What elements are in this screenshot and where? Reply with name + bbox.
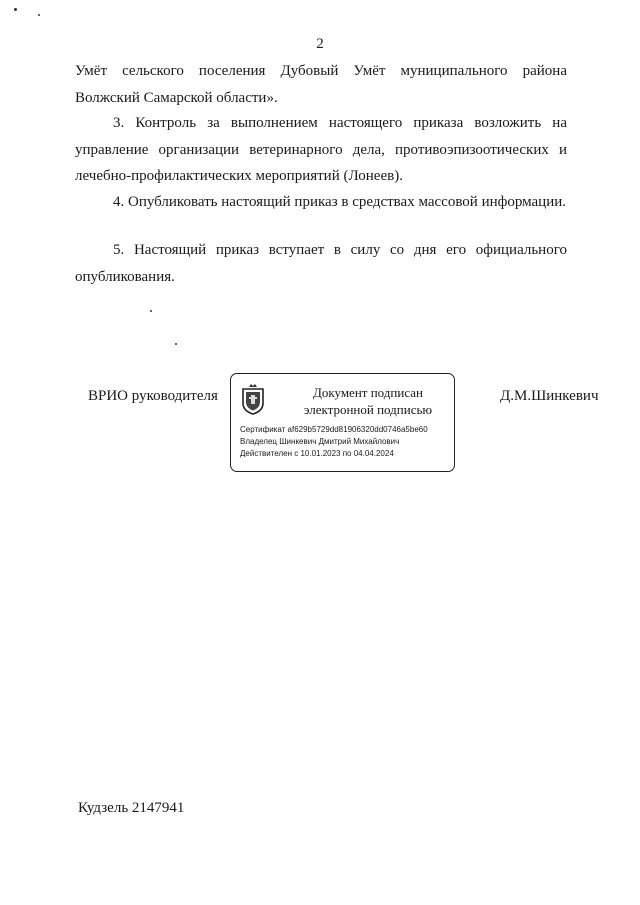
page-number: 2 [316, 36, 324, 52]
scan-speck [14, 8, 17, 11]
executor-code: Кудзель 2147941 [78, 800, 185, 816]
scan-speck [150, 310, 152, 312]
coat-of-arms-icon [240, 383, 266, 415]
paragraph-4-publish: 4. Опубликовать настоящий приказ в средствах массовой информации. [113, 194, 567, 210]
paragraph-continuation: Умёт сельского поселения Дубовый Умёт муниципального района Волжский Самарской области». [75, 63, 567, 106]
stamp-heading-line2: электронной подписью [303, 402, 433, 417]
stamp-validity: Действителен с 10.01.2023 по 04.04.2024 [240, 449, 394, 458]
stamp-heading-line1: Документ подписан [313, 385, 423, 400]
scan-speck [38, 14, 40, 16]
stamp-heading [283, 384, 453, 418]
scan-speck [175, 343, 177, 345]
electronic-signature-stamp [230, 373, 455, 472]
stamp-certificate: Сертификат af629b5729dd81906320dd0746a5be60 [240, 425, 428, 434]
signer-position: ВРИО руководителя [88, 388, 218, 404]
paragraph-5-effective: 5. Настоящий приказ вступает в силу со дня его официального опубликования. [75, 242, 567, 285]
signer-name: Д.М.Шинкевич [500, 388, 599, 404]
stamp-owner: Владелец Шинкевич Дмитрий Михайлович [240, 437, 400, 446]
paragraph-3-control: 3. Контроль за выполнением настоящего приказа возложить на управление организации ветеринарного дела, противоэпизоотических и лечебно-профилактических мероприятий (Лонеев). [75, 115, 567, 184]
